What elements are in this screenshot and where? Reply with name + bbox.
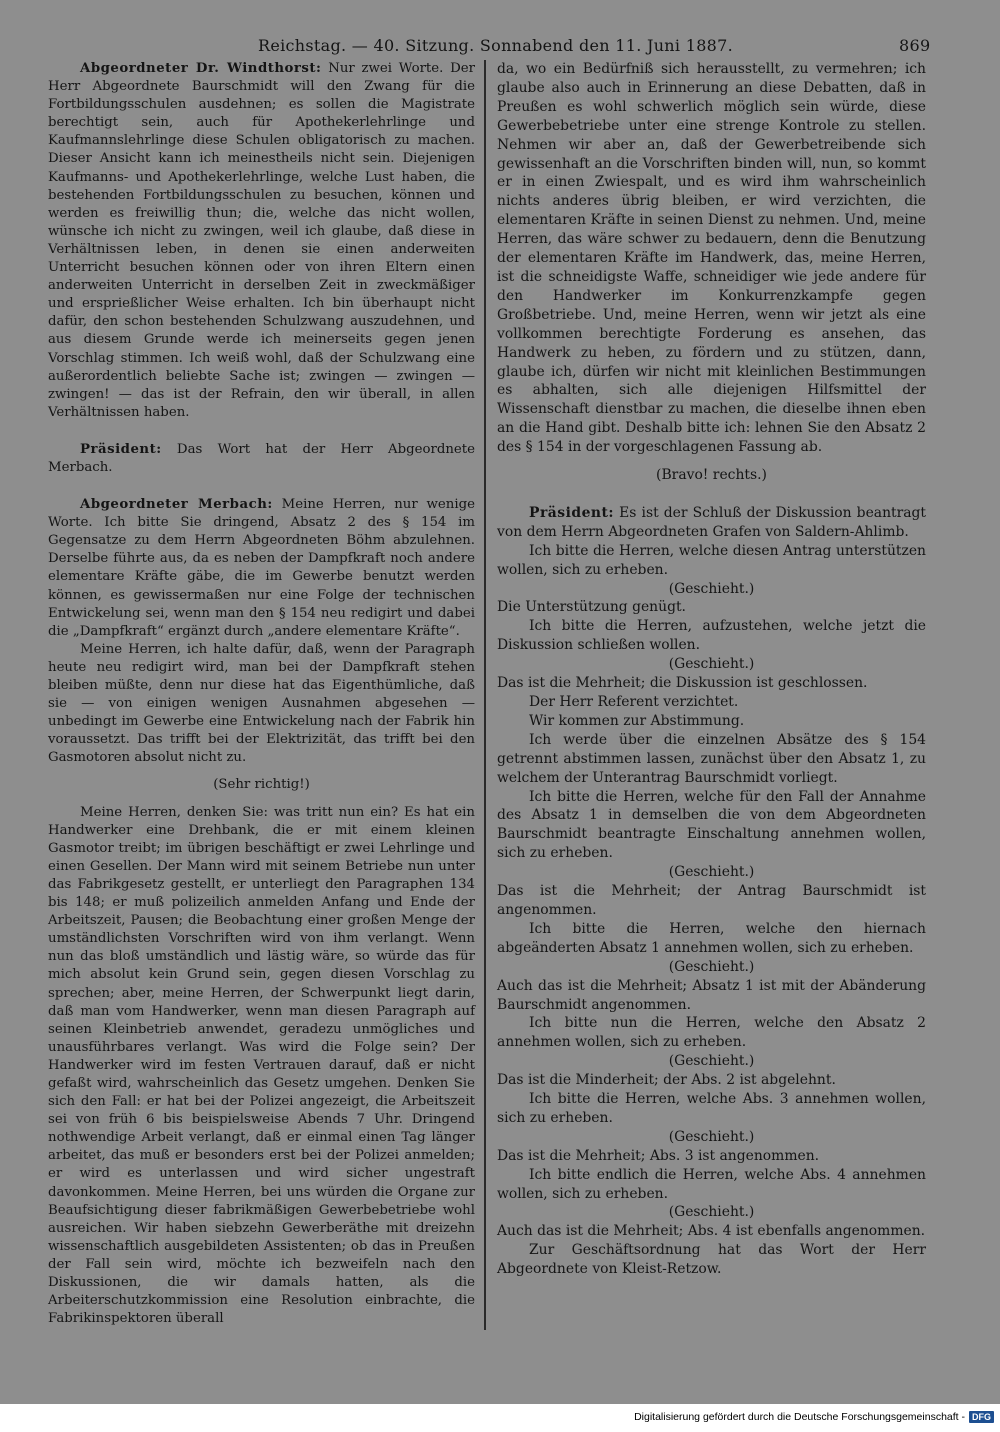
paragraph: Ich bitte die Herren, aufzustehen, welche jetzt die Diskussion schließen wollen. (497, 618, 926, 654)
speech-president: Präsident: Es ist der Schluß der Diskussion beantragt von dem Herrn Abgeordneten Grafen von Saldern-Ahlimb. (497, 504, 926, 540)
paragraph: Meine Herren, ich halte dafür, daß, wenn der Paragraph heute neu redigirt wird, man bei der Dampfkraft stehen bleiben müßte, denn nur diese hat das Eigenthümliche, daß sie — von einigen wenigen Ausnahmen abgesehen — unbedingt im Gewerbe eine Entwickelung nach der Fabrik hin voraussetzt. Das trifft bei der Elektrizität, das trifft bei den Gasmotoren absolut nicht zu. (48, 641, 475, 766)
interjection: (Geschieht.) (668, 864, 755, 881)
paragraph: Auch das ist die Mehrheit; Absatz 1 ist mit der Abänderung Baurschmidt angenommen. (497, 977, 926, 1013)
paragraph: Zur Geschäftsordnung hat das Wort der Herr Abgeordnete von Kleist-Retzow. (497, 1242, 926, 1278)
paragraph: Das ist die Mehrheit; der Antrag Baurschmidt ist angenommen. (497, 883, 926, 918)
speaker-name: Präsident: (80, 441, 162, 457)
speech-president: Präsident: Das Wort hat der Herr Abgeordnete Merbach. (48, 441, 475, 475)
dfg-logo: DFG (969, 1411, 994, 1423)
interjection: (Geschieht.) (668, 1204, 755, 1221)
paragraph: Das ist die Minderheit; der Abs. 2 ist abgelehnt. (497, 1072, 836, 1089)
right-column (497, 60, 926, 1279)
footer-text: Digitalisierung gefördert durch die Deutsche Forschungsgemeinschaft - (634, 1411, 965, 1423)
paragraph: Ich bitte die Herren, welche diesen Antrag unterstützen wollen, sich zu erheben. (497, 542, 926, 578)
interjection: (Geschieht.) (668, 958, 755, 975)
left-column (48, 60, 475, 1328)
paragraph: Ich werde über die einzelnen Absätze des § 154 getrennt abstimmen lassen, zunächst über den Absatz 1, zu welchem der Unterantrag Baurschmidt vorliegt. (497, 731, 926, 786)
column-divider (484, 60, 486, 1330)
running-header: Reichstag. — 40. Sitzung. Sonnabend den 11. Juni 1887. (258, 36, 734, 55)
paragraph: Das ist die Mehrheit; die Diskussion ist geschlossen. (497, 675, 868, 692)
interjection: (Geschieht.) (668, 1053, 755, 1070)
speaker-name: Präsident: (529, 504, 615, 521)
interjection: (Bravo! rechts.) (656, 467, 767, 484)
interjection: (Geschieht.) (668, 580, 755, 597)
paragraph: Ich bitte die Herren, welche Abs. 3 annehmen wollen, sich zu erheben. (497, 1091, 926, 1126)
paragraph: Die Unterstützung genügt. (497, 599, 686, 616)
speaker-name: Abgeordneter Merbach: (80, 497, 273, 513)
interjection: (Geschieht.) (668, 1128, 755, 1145)
paragraph: Das ist die Mehrheit; Abs. 3 ist angenommen. (497, 1147, 820, 1164)
paragraph: Wir kommen zur Abstimmung. (529, 712, 745, 729)
paragraph: da, wo ein Bedürfniß sich herausstellt, zu vermehren; ich glaube also auch in Erinnerung an diese Debatten, daß in Preußen es wohl schwerlich möglich sein würde, diese Gewerbebetriebe unter eine strenge Kontrole zu stellen. Nehmen wir aber an, daß der Gewerbetreibende sich gewissenhaft an die Vorschriften binden will, nun, so kommt er in einen Zwiespalt, und es wird ihm wahrscheinlich nichts anderes übrig bleiben, er wird verzichten, die elementaren Kräfte in seinen Dienst zu nehmen. Und, meine Herren, das wäre schwer zu bedauern, denn die Benutzung der elementaren Kräfte im Handwerk, das, meine Herren, ist die schneidigste Waffe, schneidiger wie jede andere für den Handwerker im Konkurrenzkampfe gegen Großbetriebe. Und, meine Herren, wenn wir jetzt als eine vollkommen berechtigte Forderung es ansehen, das Handwerk zu heben, zu fördern und zu stützen, dann, glaube ich, dürfen wir nicht mit kleinlichen Bestimmungen es abhalten, sich alle diejenigen Hilfsmittel der Wissenschaft dienstbar zu machen, die dieselbe ihnen eben an die Hand gibt. Deshalb bitte ich: lehnen Sie den Absatz 2 des § 154 in der vorgeschlagenen Fassung ab. (497, 61, 926, 456)
paragraph: Ich bitte nun die Herren, welche den Absatz 2 annehmen wollen, sich zu erheben. (497, 1015, 926, 1051)
interjection: (Geschieht.) (668, 656, 755, 673)
speaker-name: Abgeordneter Dr. Windthorst: (80, 61, 322, 76)
speech-merbach: Abgeordneter Merbach: Meine Herren, nur wenige Worte. Ich bitte Sie dringend, Absatz 2 des § 154 im Gegensatze zu dem Herrn Abgeordneten Böhm abzulehnen. Derselbe führte aus, da es neben der Dampfkraft noch andere elementare Kräfte gäbe, die im Gewerbe benutzt werden können, es gewissermaßen nur eine Folge der technischen Entwickelung sei, wenn man den § 154 neu redigirt und dabei die „Dampfkraft“ ergänzt durch „andere elementare Kräfte“. (48, 497, 475, 639)
paragraph: Der Herr Referent verzichtet. (529, 694, 739, 710)
paragraph: Ich bitte endlich die Herren, welche Abs. 4 annehmen wollen, sich zu erheben. (497, 1166, 926, 1202)
paragraph: Meine Herren, denken Sie: was tritt nun ein? Es hat ein Handwerker eine Drehbank, die er mit einem kleinen Gasmotor treibt; im übrigen beschäftigt er zwei Lehrlinge und einen Gesellen. Der Mann wird mit seinem Betriebe nun unter das Fabrikgesetz gestellt, er unterliegt den Paragraphen 134 bis 148; er muß polizeilich anmelden Anfang und Ende der Arbeitszeit, Pausen; die Beobachtung einer großen Menge der umständlichsten Vorschriften wird von ihm verlangt. Wenn nun das bloß umständlich und lästig wäre, so würde das für mich absolut kein Grund sein, gegen diesen Vorschlag zu sprechen; aber, meine Herren, der Schwerpunkt liegt darin, daß man vom Handwerker, wenn man diesen Paragraph auf seinen Kleinbetrieb anwendet, geradezu unmögliches und unausführbares verlangt. Was wird die Folge sein? Der Handwerker wird im festen Vertrauen darauf, daß er nicht gefaßt wird, wahrscheinlich das Gesetz umgehen. Denken Sie sich den Fall: er hat bei der Polizei angezeigt, die Arbeitszeit sei von früh 6 bis beispielsweise Abends 7 Uhr. Dringend nothwendige Arbeit verlangt, daß er einmal einen Tag länger arbeitet, das muß er besonders erst bei der Polizei anmelden; er wird es unterlassen und wird sicher ungestraft davonkommen. Meine Herren, bei uns würden die Organe zur Beaufsichtigung dieser fabrikmäßigen Gewerbebetriebe wohl ausreichen. Wir haben siebzehn Gewerberäthe mit dreizehn wissenschaftlich ausgebildeten Assistenten; ob das in Preußen der Fall sein wird, möchte ich bezweifeln nach den Diskussionen, die wir damals hatten, als die Arbeiterschutzkommission eine Resolution einbrachte, die Fabrikinspektoren überall (48, 804, 475, 1327)
page-number: 869 (899, 36, 931, 55)
paragraph: Ich bitte die Herren, welche den hiernach abgeänderten Absatz 1 annehmen wollen, sich zu erheben. (497, 920, 926, 956)
interjection: (Sehr richtig!) (213, 777, 310, 793)
paragraph: Auch das ist die Mehrheit; Abs. 4 ist ebenfalls angenommen. (497, 1223, 926, 1240)
funding-footer (634, 1411, 994, 1423)
speech-windthorst: Abgeordneter Dr. Windthorst: Nur zwei Worte. Der Herr Abgeordnete Baurschmidt will den Zwang für die Fortbildungsschulen ausdehnen; es sollen die Magistrate berechtigt sein, auch für Apothekerlehrlinge und Kaufmannslehrlinge diese Schulen obligatorisch zu machen. Dieser Ansicht kann ich meinestheils nicht sein. Diejenigen Kaufmanns- und Apothekerlehrlinge, welche Lust haben, die bestehenden Fortbildungsschulen zu besuchen, können und werden es freiwillig thun; die, welche das nicht wollen, wünsche ich nicht zu zwingen, weil ich glaube, daß diese in Verhältnissen leben, in denen sie einen anderweiten Unterricht besuchen können oder von ihren Eltern einen anderweiten Unterricht in derselben Zeit in zweckmäßiger und ersprießlicher Weise erhalten. Ich bin überhaupt nicht dafür, den schon bestehenden Schulzwang auszudehnen, und aus diesem Grunde werde ich meinerseits gegen jenen Vorschlag stimmen. Ich weiß wohl, daß der Schulzwang eine außerordentlich beliebte Sache ist; zwingen — zwingen — zwingen! — das ist der Refrain, den wir überall, in allen Verhältnissen haben. (48, 61, 476, 420)
paragraph: Ich bitte die Herren, welche für den Fall der Annahme des Absatz 1 in demselben die von dem Abgeordneten Baurschmidt beantragte Einschaltung annehmen wollen, sich zu erheben. (497, 788, 926, 862)
